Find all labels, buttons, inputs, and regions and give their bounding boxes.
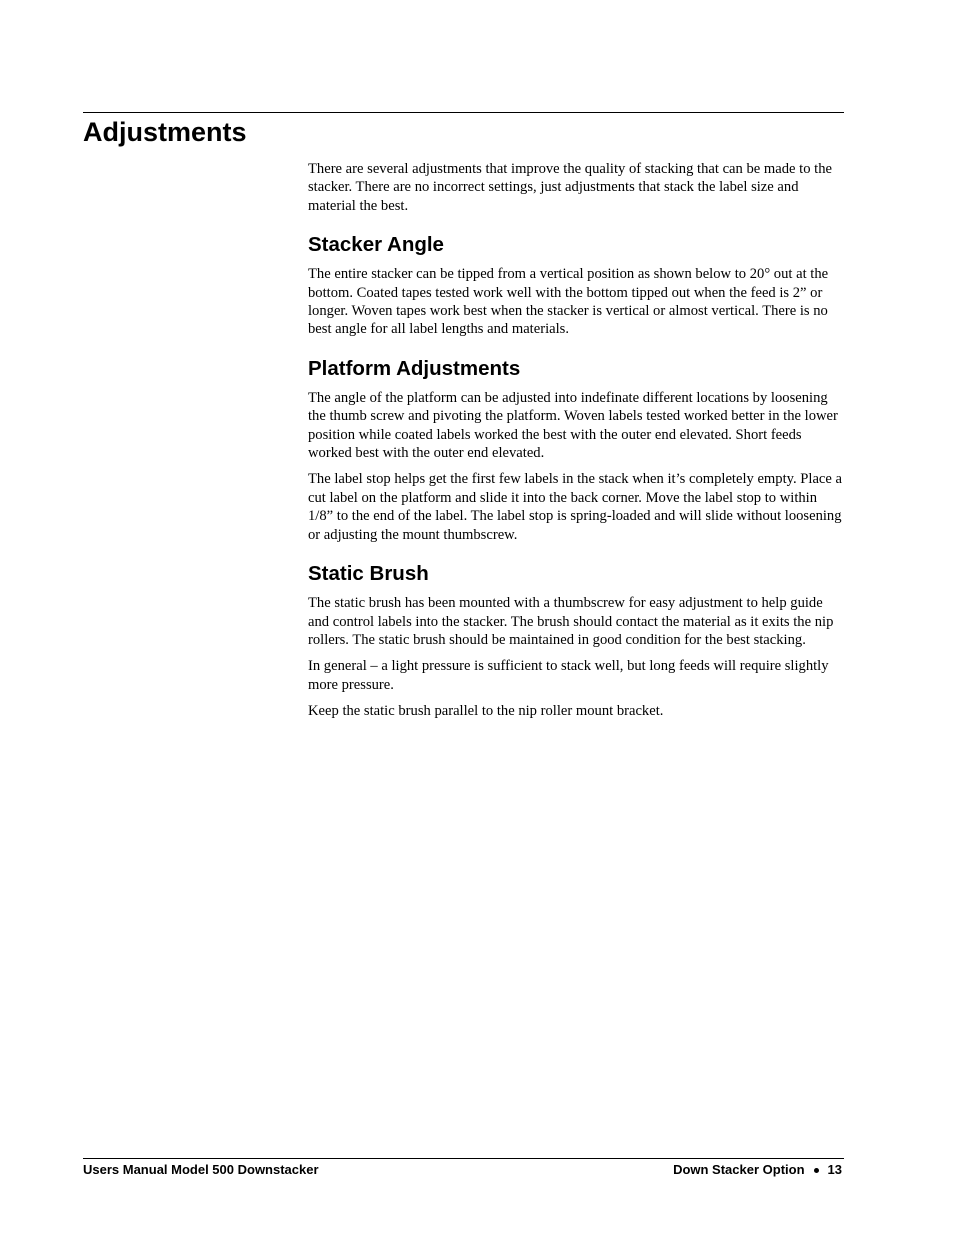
brush-parallel-paragraph: Keep the static brush parallel to the nip roller mount bracket. <box>308 703 664 720</box>
section-heading-platform-adjustments: Platform Adjustments <box>308 356 521 380</box>
bullet-separator-icon <box>814 1168 819 1173</box>
footer-page-info <box>673 1162 842 1178</box>
section-heading-stacker-angle: Stacker Angle <box>308 233 444 257</box>
stacker-angle-paragraph: The entire stacker can be tipped from a vertical position as shown below to 20° out at the bottom. Coated tapes tested work well with the bottom tipped out when the feed is 2” or longer. Woven tapes work best when the stacker is vertical or almost vertical. There is no best angle for all label lengths and materials. <box>308 266 829 338</box>
section-heading-static-brush: Static Brush <box>308 562 429 586</box>
label-stop-paragraph: The label stop helps get the first few labels in the stack when it’s completely empty. Place a cut label on the platform and slide it into the back corner. Move the label stop to within 1/8” to the end of the label. The label stop is spring-loaded and will slide without loosening or adjusting the mount thumbscrew. <box>308 471 843 543</box>
static-brush-paragraph: The static brush has been mounted with a thumbscrew for easy adjustment to help guide and control labels into the stacker. The brush should contact the material as it exits the nip rollers. The static brush should be maintained in good condition for the best stacking. <box>308 595 834 648</box>
footer-chapter-label: Down Stacker Option <box>673 1162 805 1177</box>
intro-paragraph: There are several adjustments that improve the quality of stacking that can be made to the stacker. There are no incorrect settings, just adjustments that stack the label size and material the best. <box>308 161 832 214</box>
page-title: Adjustments <box>83 117 247 147</box>
body-column <box>308 160 844 729</box>
footer-rule <box>83 1158 844 1159</box>
footer-page-number: 13 <box>827 1162 842 1177</box>
brush-pressure-paragraph: In general – a light pressure is sufficient to stack well, but long feeds will require slightly more pressure. <box>308 658 829 693</box>
platform-angle-paragraph: The angle of the platform can be adjusted into indefinate different locations by loosening the thumb screw and pivoting the platform. Woven labels tested worked better in the lower position while coated labels worked the best with the outer end elevated. Short feeds worked best with the outer end elevated. <box>308 389 838 462</box>
footer-manual-title: Users Manual Model 500 Downstacker <box>83 1162 319 1177</box>
